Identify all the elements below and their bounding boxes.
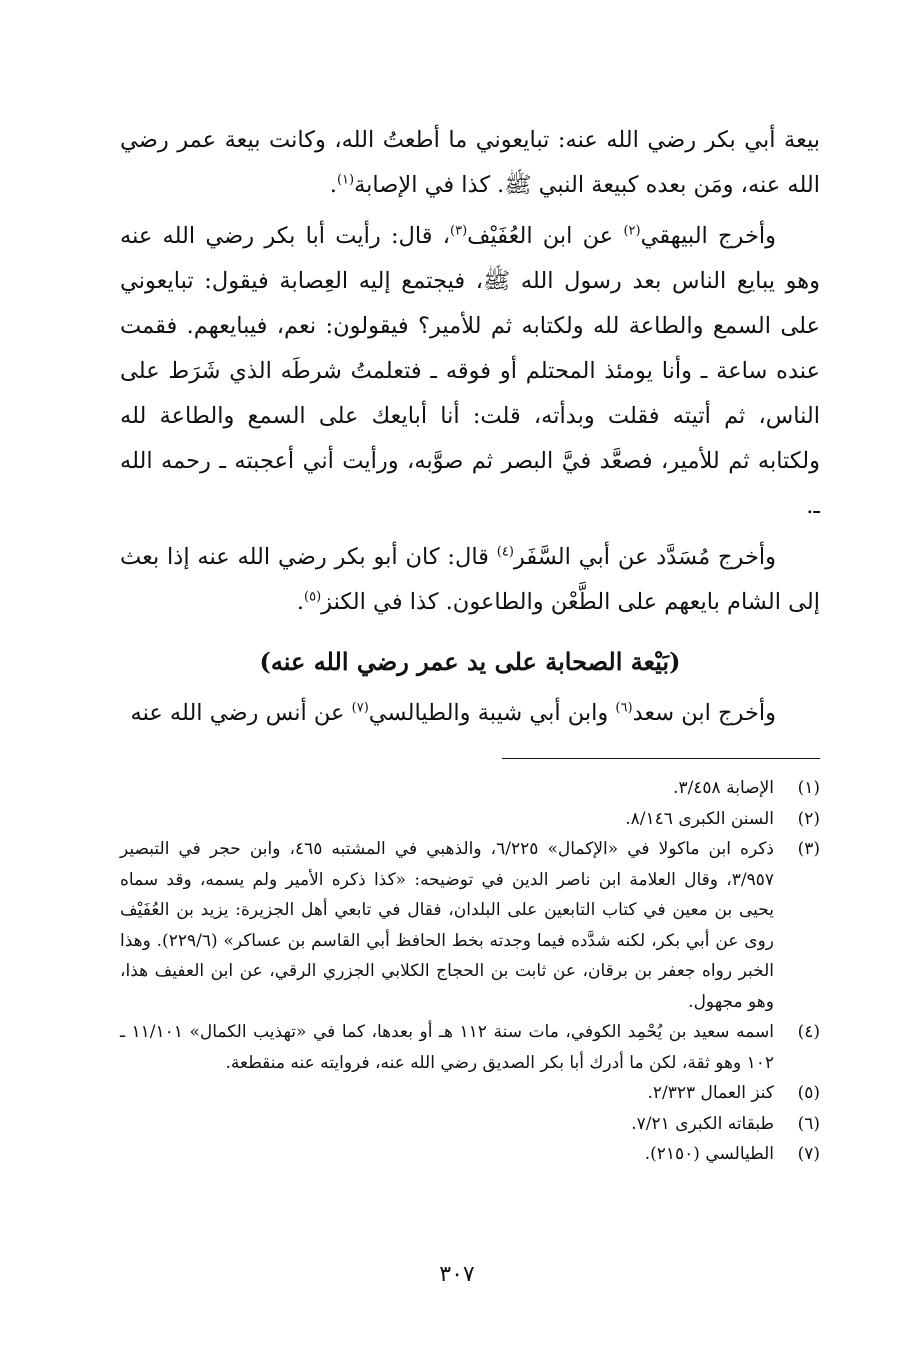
paragraph-1 xyxy=(120,118,820,208)
paragraph-4-text-b: وابن أبي شيبة والطيالسي xyxy=(368,700,616,726)
paragraph-3-text-b: قال: كان أبو بكر رضي الله عنه إذا بعث إلى الشام بايعهم على الطَّعْن والطاعون. كذا في الكنز xyxy=(120,544,820,615)
paragraph-3-text-a: وأخرج مُسَدَّد عن أبي السَّفَر xyxy=(513,544,776,570)
footnotes-list xyxy=(120,773,820,1170)
paragraph-1-end: . xyxy=(329,172,337,198)
footnote-ref-6[interactable]: (٦) xyxy=(615,700,633,716)
footnote-ref-4[interactable]: (٤) xyxy=(496,544,514,560)
footnote-number: (٢) xyxy=(797,808,820,829)
footnote-text: كنز العمال ٢/٣٢٣. xyxy=(647,1083,774,1103)
footnote-number: (٤) xyxy=(797,1022,820,1042)
footnote-number: (٦) xyxy=(797,1113,820,1134)
footnote-text: الإصابة ٣/٤٥٨. xyxy=(673,778,774,798)
paragraph-4-text-a: وأخرج ابن سعد xyxy=(632,700,776,726)
footnote-text: السنن الكبرى ٨/١٤٦. xyxy=(625,808,774,829)
page-number: ٣٠٧ xyxy=(439,1262,475,1287)
paragraph-3 xyxy=(120,535,820,625)
paragraph-2-text-a: وأخرج البيهقي xyxy=(640,223,776,249)
paragraph-2-text-b: عن ابن العُفَيْف xyxy=(467,223,624,249)
footnote-ref-7[interactable]: (٧) xyxy=(351,700,369,716)
footnote-ref-1[interactable]: (١) xyxy=(336,172,355,188)
paragraph-4-text-c: عن أنس رضي الله عنه xyxy=(130,700,352,726)
footnote-text: طبقاته الكبرى ٧/٢١. xyxy=(631,1113,774,1134)
footnote-1 xyxy=(120,773,820,804)
paragraph-3-end: . xyxy=(296,589,305,615)
footnote-ref-5[interactable]: (٥) xyxy=(304,589,322,605)
footnote-text: ذكره ابن ماكولا في «الإكمال» ٦/٢٢٥، والذهبي في المشتبه ٤٦٥، وابن حجر في التبصير ٣/٩٥٧، وقال العلامة ابن ناصر الدين في توضيحه: «كذا ذكره الأمير ولم يسمه، وقد سماه يحيى بن معين في كتاب التابعين على البلدان، فقال في تابعي أهل الجزيرة: يزيد بن العُفَيْف روى عن أبي بكر، لكنه شدَّده فيما وجدته بخط الحافظ أبي القاسم بن عساكر» (٢٢٩/٦). وهذا الخبر رواه جعفر بن برقان، عن ثابت بن الحجاج الكلابي الجزري الرقي، عن ابن العفيف هذا، وهو مجهول. xyxy=(120,839,774,1012)
footnote-6 xyxy=(120,1109,820,1140)
section-heading: (بَيْعة الصحابة على يد عمر رضي الله عنه) xyxy=(259,647,681,676)
footnote-text: اسمه سعيد بن يُحْمِد الكوفي، مات سنة ١١٢ هـ أو بعدها، كما في «تهذيب الكمال» ١١/١٠١ ـ ١٠٢ وهو ثقة، لكن ما أدرك أبا بكر الصديق رضي الله عنه، فروايته عنه منقطعة. xyxy=(120,1022,775,1073)
footnote-divider xyxy=(502,758,820,759)
footnote-7 xyxy=(120,1139,820,1170)
paragraph-4 xyxy=(120,691,820,736)
footnote-number: (٣) xyxy=(797,839,820,859)
footnote-3 xyxy=(120,834,820,1017)
page-content xyxy=(120,118,820,1170)
footnote-number: (١) xyxy=(797,778,820,798)
footnote-text: الطيالسي (٢١٥٠). xyxy=(644,1144,774,1164)
footnote-ref-3[interactable]: (٣) xyxy=(450,223,468,239)
paragraph-1-text: بيعة أبي بكر رضي الله عنه: تبايعوني ما أطعتُ الله، وكانت بيعة عمر رضي الله عنه، ومَن بعده كبيعة النبي ﷺ. كذا في الإصابة xyxy=(120,127,820,198)
footnote-number: (٧) xyxy=(797,1144,820,1164)
paragraph-2 xyxy=(120,214,820,529)
footnote-2 xyxy=(120,804,820,835)
footnote-5 xyxy=(120,1078,820,1109)
footnote-number: (٥) xyxy=(797,1083,820,1103)
paragraph-2-text-c: ، قال: رأيت أبا بكر رضي الله عنه وهو يبايع الناس بعد رسول الله ﷺ، فيجتمع إليه العِصابة فيقول: تبايعوني على السمع والطاعة لله ولكتابه ثم للأمير؟ فيقولون: نعم، فيبايعهم. فقمت عنده ساعة ـ وأنا يومئذ المحتلم أو فوقه ـ فتعلمتُ شرطَه الذي شَرَط على الناس، ثم أتيته فقلت وبدأته، قلت: أنا أبايعك على السمع والطاعة لله ولكتابه ثم للأمير، فصعَّد فيَّ البصر ثم صوَّبه، ورأيت أني أعجبته ـ رحمه الله ـ. xyxy=(120,223,820,519)
footnote-ref-2[interactable]: (٢) xyxy=(623,223,641,239)
footnote-4 xyxy=(120,1017,820,1078)
